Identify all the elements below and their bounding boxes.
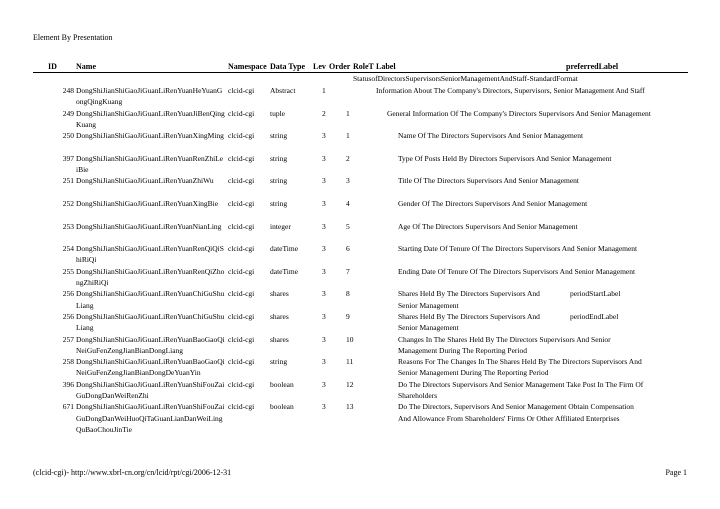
cell-label: Reasons For The Changes In The Shares Held By The Directors Supervisors And Senior Management During The Reporting Period: [398, 357, 642, 378]
header-namespace: Namespace: [228, 62, 267, 71]
cell-order: 6: [346, 244, 350, 254]
cell-data-type: boolean: [270, 402, 294, 412]
cell-data-type: Abstract: [270, 86, 296, 95]
cell-name: DongShiJianShiGaoJiGuanLiRenYuanRenQiQiShiRiQi: [76, 244, 224, 265]
cell-id: 257: [62, 334, 74, 344]
cell-label: Shares Held By The Directors Supervisors And Senior Management: [398, 311, 540, 333]
cell-namespace: clcid-cgi: [228, 86, 255, 95]
cell-name: DongShiJianShiGaoJiGuanLiRenYuanBaoGaoQiNeiGuFenZengJianBianDongDeYuanYin: [76, 357, 225, 378]
cell-label: Changes In The Shares Held By The Directors Supervisors And Senior Management During The Reporting Period: [398, 334, 611, 355]
cell-level: 3: [322, 176, 326, 186]
table-sub-header: StatusofDirectorsSupervisorsSeniorManagementAndStaff-StandardFormat: [353, 74, 578, 83]
cell-data-type: shares: [270, 311, 289, 321]
cell-level: 3: [322, 131, 326, 141]
cell-data-type: dateTime: [270, 244, 299, 254]
cell-order: 8: [346, 289, 350, 299]
cell-namespace: clcid-cgi: [228, 131, 255, 141]
cell-namespace: clcid-cgi: [228, 153, 255, 163]
cell-data-type: string: [270, 176, 288, 186]
header-order: Order: [329, 62, 351, 71]
table-row: [0, 288, 720, 311]
cell-namespace: clcid-cgi: [228, 244, 255, 254]
cell-label: Ending Date Of Tenure Of The Directors Supervisors And Senior Management: [398, 266, 636, 276]
cell-label: Do The Directors Supervisors And Senior Management Take Post In The Firm Of Shareholders: [398, 379, 644, 401]
cell-namespace: clcid-cgi: [228, 221, 255, 231]
cell-data-type: string: [270, 131, 288, 141]
cell-label: Age Of The Directors Supervisors And Senior Management: [398, 221, 578, 231]
table-row: [0, 175, 720, 198]
cell-label: Type Of Posts Held By Directors Supervisors And Senior Management: [398, 153, 612, 163]
cell-data-type: shares: [270, 289, 289, 299]
cell-data-type: string: [270, 357, 288, 367]
cell-level: 3: [322, 153, 326, 163]
document-title: Element By Presentation: [33, 33, 113, 42]
cell-order: 1: [346, 108, 350, 118]
header-id: ID: [48, 62, 57, 71]
cell-order: 5: [346, 221, 350, 231]
cell-name: DongShiJianShiGaoJiGuanLiRenYuanRenQiZhongZhiRiQi: [76, 266, 225, 288]
table-row: [0, 85, 720, 108]
cell-id: 256: [62, 289, 74, 299]
cell-order: 4: [346, 198, 350, 208]
cell-data-type: shares: [270, 334, 289, 344]
table-body: [0, 85, 720, 434]
cell-id: 250: [62, 131, 74, 141]
cell-name: DongShiJianShiGaoJiGuanLiRenYuanBaoGaoQiNeiGuFenZengJianBianDongLiang: [76, 334, 225, 355]
header-data-type: Data Type: [270, 62, 306, 71]
cell-namespace: clcid-cgi: [228, 311, 255, 321]
cell-namespace: clcid-cgi: [228, 357, 255, 367]
cell-id: 671: [62, 402, 74, 412]
cell-preferred-label: periodStartLabel: [570, 289, 621, 299]
cell-order: 13: [346, 402, 354, 412]
cell-name: DongShiJianShiGaoJiGuanLiRenYuanShiFouZaiGuDongDanWeiHuoQiTaGuanLianDanWeiLingQuBaoChouJinTie: [76, 402, 225, 434]
cell-namespace: clcid-cgi: [228, 379, 255, 389]
cell-id: 256: [62, 311, 74, 321]
cell-id: 254: [62, 244, 74, 254]
table-row: [0, 108, 720, 131]
cell-namespace: clcid-cgi: [228, 289, 255, 299]
cell-id: 249: [62, 108, 74, 118]
cell-data-type: string: [270, 198, 288, 208]
table-row: [0, 130, 720, 153]
cell-label: Shares Held By The Directors Supervisors And Senior Management: [398, 289, 540, 310]
cell-name: DongShiJianShiGaoJiGuanLiRenYuanNianLing: [76, 221, 222, 231]
cell-order: 3: [346, 176, 350, 186]
cell-namespace: clcid-cgi: [228, 176, 255, 186]
table-row: [0, 334, 720, 357]
table-row: [0, 379, 720, 402]
cell-name: DongShiJianShiGaoJiGuanLiRenYuanChiGuShuLiang: [76, 289, 225, 310]
table-row: [0, 356, 720, 379]
cell-order: 2: [346, 153, 350, 163]
cell-label: Name Of The Directors Supervisors And Senior Management: [398, 131, 584, 141]
cell-data-type: boolean: [270, 379, 294, 389]
cell-id: 251: [62, 176, 74, 186]
table-row: [0, 198, 720, 221]
cell-id: 252: [62, 198, 74, 208]
cell-id: 396: [62, 379, 74, 389]
table-row: [0, 221, 720, 244]
cell-order: 7: [346, 266, 350, 276]
header-label: Label: [376, 62, 396, 71]
cell-data-type: tuple: [270, 108, 285, 118]
table-row: [0, 401, 720, 434]
cell-namespace: clcid-cgi: [228, 266, 255, 276]
cell-level: 1: [322, 86, 326, 95]
cell-order: 9: [346, 311, 350, 321]
footer-url: (clcid-cgi)- http://www.xbrl-cn.org/cn/lcid/rpt/cgi/2006-12-31: [33, 468, 232, 477]
header-role: RoleT: [353, 62, 374, 71]
cell-order: 12: [346, 379, 354, 389]
cell-level: 3: [322, 198, 326, 208]
cell-namespace: clcid-cgi: [228, 108, 255, 118]
table-row: [0, 311, 720, 334]
cell-level: 3: [322, 379, 326, 389]
cell-namespace: clcid-cgi: [228, 402, 255, 412]
cell-label: General Information Of The Company's Directors Supervisors And Senior Management: [387, 108, 651, 118]
cell-data-type: integer: [270, 221, 291, 231]
cell-order: 10: [346, 334, 354, 344]
cell-level: 3: [322, 289, 326, 299]
cell-level: 3: [322, 221, 326, 231]
cell-level: 3: [322, 357, 326, 367]
cell-name: DongShiJianShiGaoJiGuanLiRenYuanZhiWu: [76, 176, 214, 186]
header-rule: [33, 72, 688, 73]
cell-level: 3: [322, 266, 326, 276]
cell-label: Information About The Company's Directors, Supervisors, Senior Management And Staff: [376, 86, 645, 95]
cell-order: 1: [346, 131, 350, 141]
cell-label: Starting Date Of Tenure Of The Directors Supervisors And Senior Management: [398, 244, 638, 254]
table-row: [0, 243, 720, 266]
cell-id: 255: [62, 266, 74, 276]
cell-label: Do The Directors, Supervisors And Senior Management Obtain Compensation And Allowance From Shareholders' Firms Or Other Affiliated Enterprises: [398, 402, 634, 423]
table-row: [0, 266, 720, 289]
cell-level: 3: [322, 334, 326, 344]
cell-preferred-label: periodEndLabel: [570, 311, 619, 321]
cell-name: DongShiJianShiGaoJiGuanLiRenYuanXingMing: [76, 131, 224, 141]
cell-order: 11: [346, 357, 354, 367]
cell-label: Gender Of The Directors Supervisors And Senior Management: [398, 198, 588, 208]
header-level: Lev: [313, 62, 326, 71]
cell-id: 397: [62, 153, 74, 163]
cell-namespace: clcid-cgi: [228, 198, 255, 208]
cell-name: DongShiJianShiGaoJiGuanLiRenYuanChiGuShuLiang: [76, 311, 225, 333]
header-name: Name: [76, 62, 96, 71]
cell-label: Title Of The Directors Supervisors And Senior Management: [398, 176, 580, 186]
cell-data-type: string: [270, 153, 288, 163]
cell-name: DongShiJianShiGaoJiGuanLiRenYuanHeYuanGongQingKuang: [76, 86, 223, 107]
footer-page-number: Page 1: [665, 468, 687, 477]
cell-name: DongShiJianShiGaoJiGuanLiRenYuanShiFouZaiGuDongDanWeiRenZhi: [76, 379, 225, 401]
cell-level: 2: [322, 108, 326, 118]
cell-id: 248: [62, 86, 74, 95]
cell-id: 258: [62, 357, 74, 367]
cell-namespace: clcid-cgi: [228, 334, 255, 344]
cell-level: 3: [322, 244, 326, 254]
cell-data-type: dateTime: [270, 266, 299, 276]
cell-name: DongShiJianShiGaoJiGuanLiRenYuanJiBenQingKuang: [76, 108, 225, 129]
cell-name: DongShiJianShiGaoJiGuanLiRenYuanRenZhiLeiBie: [76, 153, 224, 175]
cell-level: 3: [322, 311, 326, 321]
cell-level: 3: [322, 402, 326, 412]
cell-name: DongShiJianShiGaoJiGuanLiRenYuanXingBie: [76, 198, 219, 208]
table-row: [0, 153, 720, 176]
header-preferred-label: preferredLabel: [566, 62, 619, 71]
cell-id: 253: [62, 221, 74, 231]
